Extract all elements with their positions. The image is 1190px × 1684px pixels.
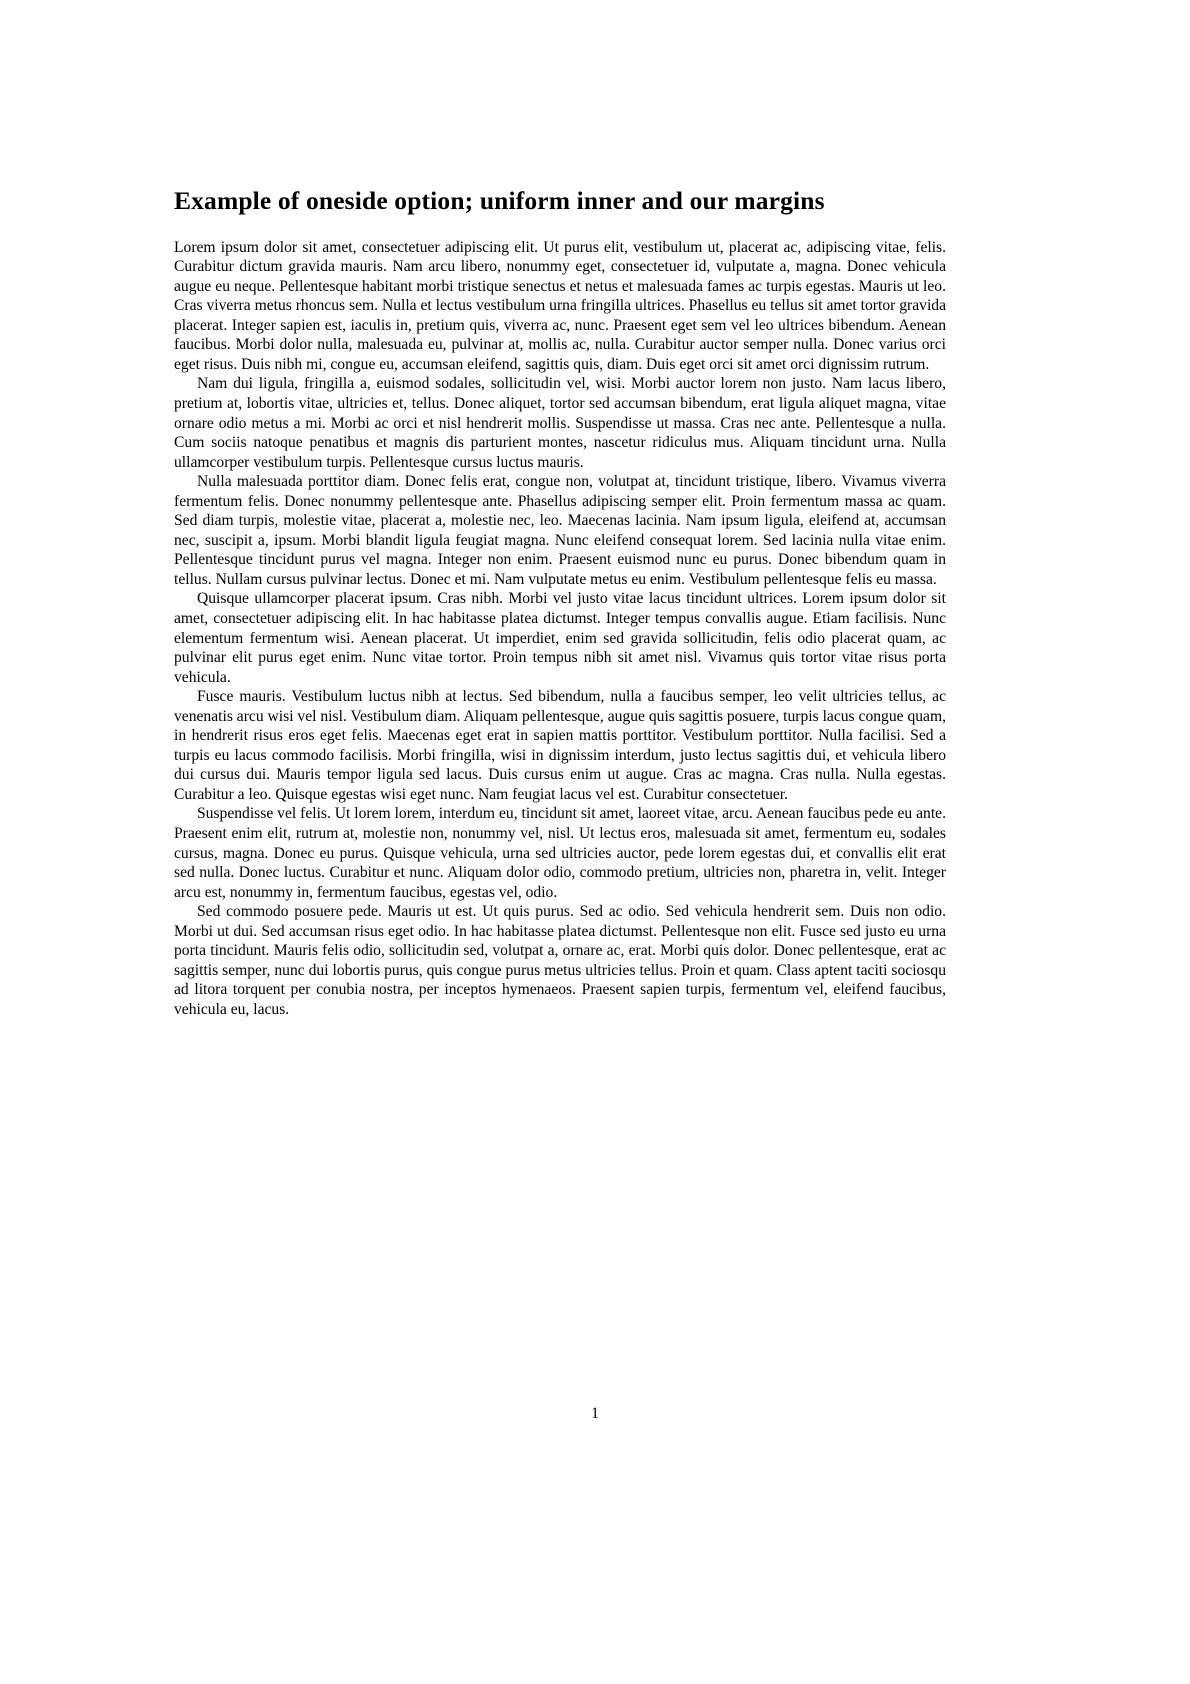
page-number: 1 xyxy=(591,1405,599,1422)
body-paragraph: Fusce mauris. Vestibulum luctus nibh at lectus. Sed bibendum, nulla a faucibus semper, leo velit ultricies tellus, ac venenatis arcu wisi vel nisl. Vestibulum diam. Aliquam pellentesque, augue quis sagittis posuere, turpis lacus congue quam, in hendrerit risus eros eget felis. Maecenas eget erat in sapien mattis porttitor. Vestibulum porttitor. Nulla facilisi. Sed a turpis eu lacus commodo facilisis. Morbi fringilla, wisi in dignissim interdum, justo lectus sagittis dui, et vehicula libero dui cursus dui. Mauris tempor ligula sed lacus. Duis cursus enim ut augue. Cras ac magna. Cras nulla. Nulla egestas. Curabitur a leo. Quisque egestas wisi eget nunc. Nam feugiat lacus vel est. Curabitur consectetuer. xyxy=(174,688,946,803)
document-text-block xyxy=(174,186,946,1019)
page-title: Example of oneside option; uniform inner and our margins xyxy=(174,186,825,215)
body-paragraph: Suspendisse vel felis. Ut lorem lorem, interdum eu, tincidunt sit amet, laoreet vitae, arcu. Aenean faucibus pede eu ante. Praesent enim elit, rutrum at, molestie non, nonummy vel, nisl. Ut lectus eros, malesuada sit amet, fermentum eu, sodales cursus, magna. Donec eu purus. Quisque vehicula, urna sed ultricies auctor, pede lorem egestas dui, et convallis elit erat sed nulla. Donec luctus. Curabitur et nunc. Aliquam dolor odio, commodo pretium, ultricies non, pharetra in, velit. Integer arcu est, nonummy in, fermentum faucibus, egestas vel, odio. xyxy=(174,805,946,901)
body-paragraph: Nam dui ligula, fringilla a, euismod sodales, sollicitudin vel, wisi. Morbi auctor lorem non justo. Nam lacus libero, pretium at, lobortis vitae, ultricies et, tellus. Donec aliquet, tortor sed accumsan bibendum, erat ligula aliquet magna, vitae ornare odio metus a mi. Morbi ac orci et nisl hendrerit mollis. Suspendisse ut massa. Cras nec ante. Pellentesque a nulla. Cum sociis natoque penatibus et magnis dis parturient montes, nascetur ridiculus mus. Aliquam tincidunt urna. Nulla ullamcorper vestibulum turpis. Pellentesque cursus luctus mauris. xyxy=(174,375,946,471)
body-paragraph: Quisque ullamcorper placerat ipsum. Cras nibh. Morbi vel justo vitae lacus tincidunt ultrices. Lorem ipsum dolor sit amet, consectetuer adipiscing elit. In hac habitasse platea dictumst. Integer tempus convallis augue. Etiam facilisis. Nunc elementum fermentum wisi. Aenean placerat. Ut imperdiet, enim sed gravida sollicitudin, felis odio placerat quam, ac pulvinar elit purus eget enim. Nunc vitae tortor. Proin tempus nibh sit amet nisl. Vivamus quis tortor vitae risus porta vehicula. xyxy=(174,590,946,686)
body-paragraph: Nulla malesuada porttitor diam. Donec felis erat, congue non, volutpat at, tincidunt tristique, libero. Vivamus viverra fermentum felis. Donec nonummy pellentesque ante. Phasellus adipiscing semper elit. Proin fermentum massa ac quam. Sed diam turpis, molestie vitae, placerat a, molestie nec, leo. Maecenas lacinia. Nam ipsum ligula, eleifend at, accumsan nec, suscipit a, ipsum. Morbi blandit ligula feugiat magna. Nunc eleifend consequat lorem. Sed lacinia nulla vitae enim. Pellentesque tincidunt purus vel magna. Integer non enim. Praesent euismod nunc eu purus. Donec bibendum quam in tellus. Nullam cursus pulvinar lectus. Donec et mi. Nam vulputate metus eu enim. Vestibulum pellentesque felis eu massa. xyxy=(174,473,946,588)
body-paragraph: Lorem ipsum dolor sit amet, consectetuer adipiscing elit. Ut purus elit, vestibulum ut, placerat ac, adipiscing vitae, felis. Curabitur dictum gravida mauris. Nam arcu libero, nonummy eget, consectetuer id, vulputate a, magna. Donec vehicula augue eu neque. Pellentesque habitant morbi tristique senectus et netus et malesuada fames ac turpis egestas. Mauris ut leo. Cras viverra metus rhoncus sem. Nulla et lectus vestibulum urna fringilla ultrices. Phasellus eu tellus sit amet tortor gravida placerat. Integer sapien est, iaculis in, pretium quis, viverra ac, nunc. Praesent eget sem vel leo ultrices bibendum. Aenean faucibus. Morbi dolor nulla, malesuada eu, pulvinar at, mollis ac, nulla. Curabitur auctor semper nulla. Donec varius orci eget risus. Duis nibh mi, congue eu, accumsan eleifend, sagittis quis, diam. Duis eget orci sit amet orci dignissim rutrum. xyxy=(174,238,946,373)
body-paragraph: Sed commodo posuere pede. Mauris ut est. Ut quis purus. Sed ac odio. Sed vehicula hendrerit sem. Duis non odio. Morbi ut dui. Sed accumsan risus eget odio. In hac habitasse platea dictumst. Pellentesque non elit. Fusce sed justo eu urna porta tincidunt. Mauris felis odio, sollicitudin sed, volutpat a, ornare ac, erat. Morbi quis dolor. Donec pellentesque, erat ac sagittis semper, nunc dui lobortis purus, quis congue purus metus ultricies tellus. Proin et quam. Class aptent taciti sociosqu ad litora torquent per conubia nostra, per inceptos hymenaeos. Praesent sapien turpis, fermentum vel, eleifend faucibus, vehicula eu, lacus. xyxy=(174,903,946,1018)
